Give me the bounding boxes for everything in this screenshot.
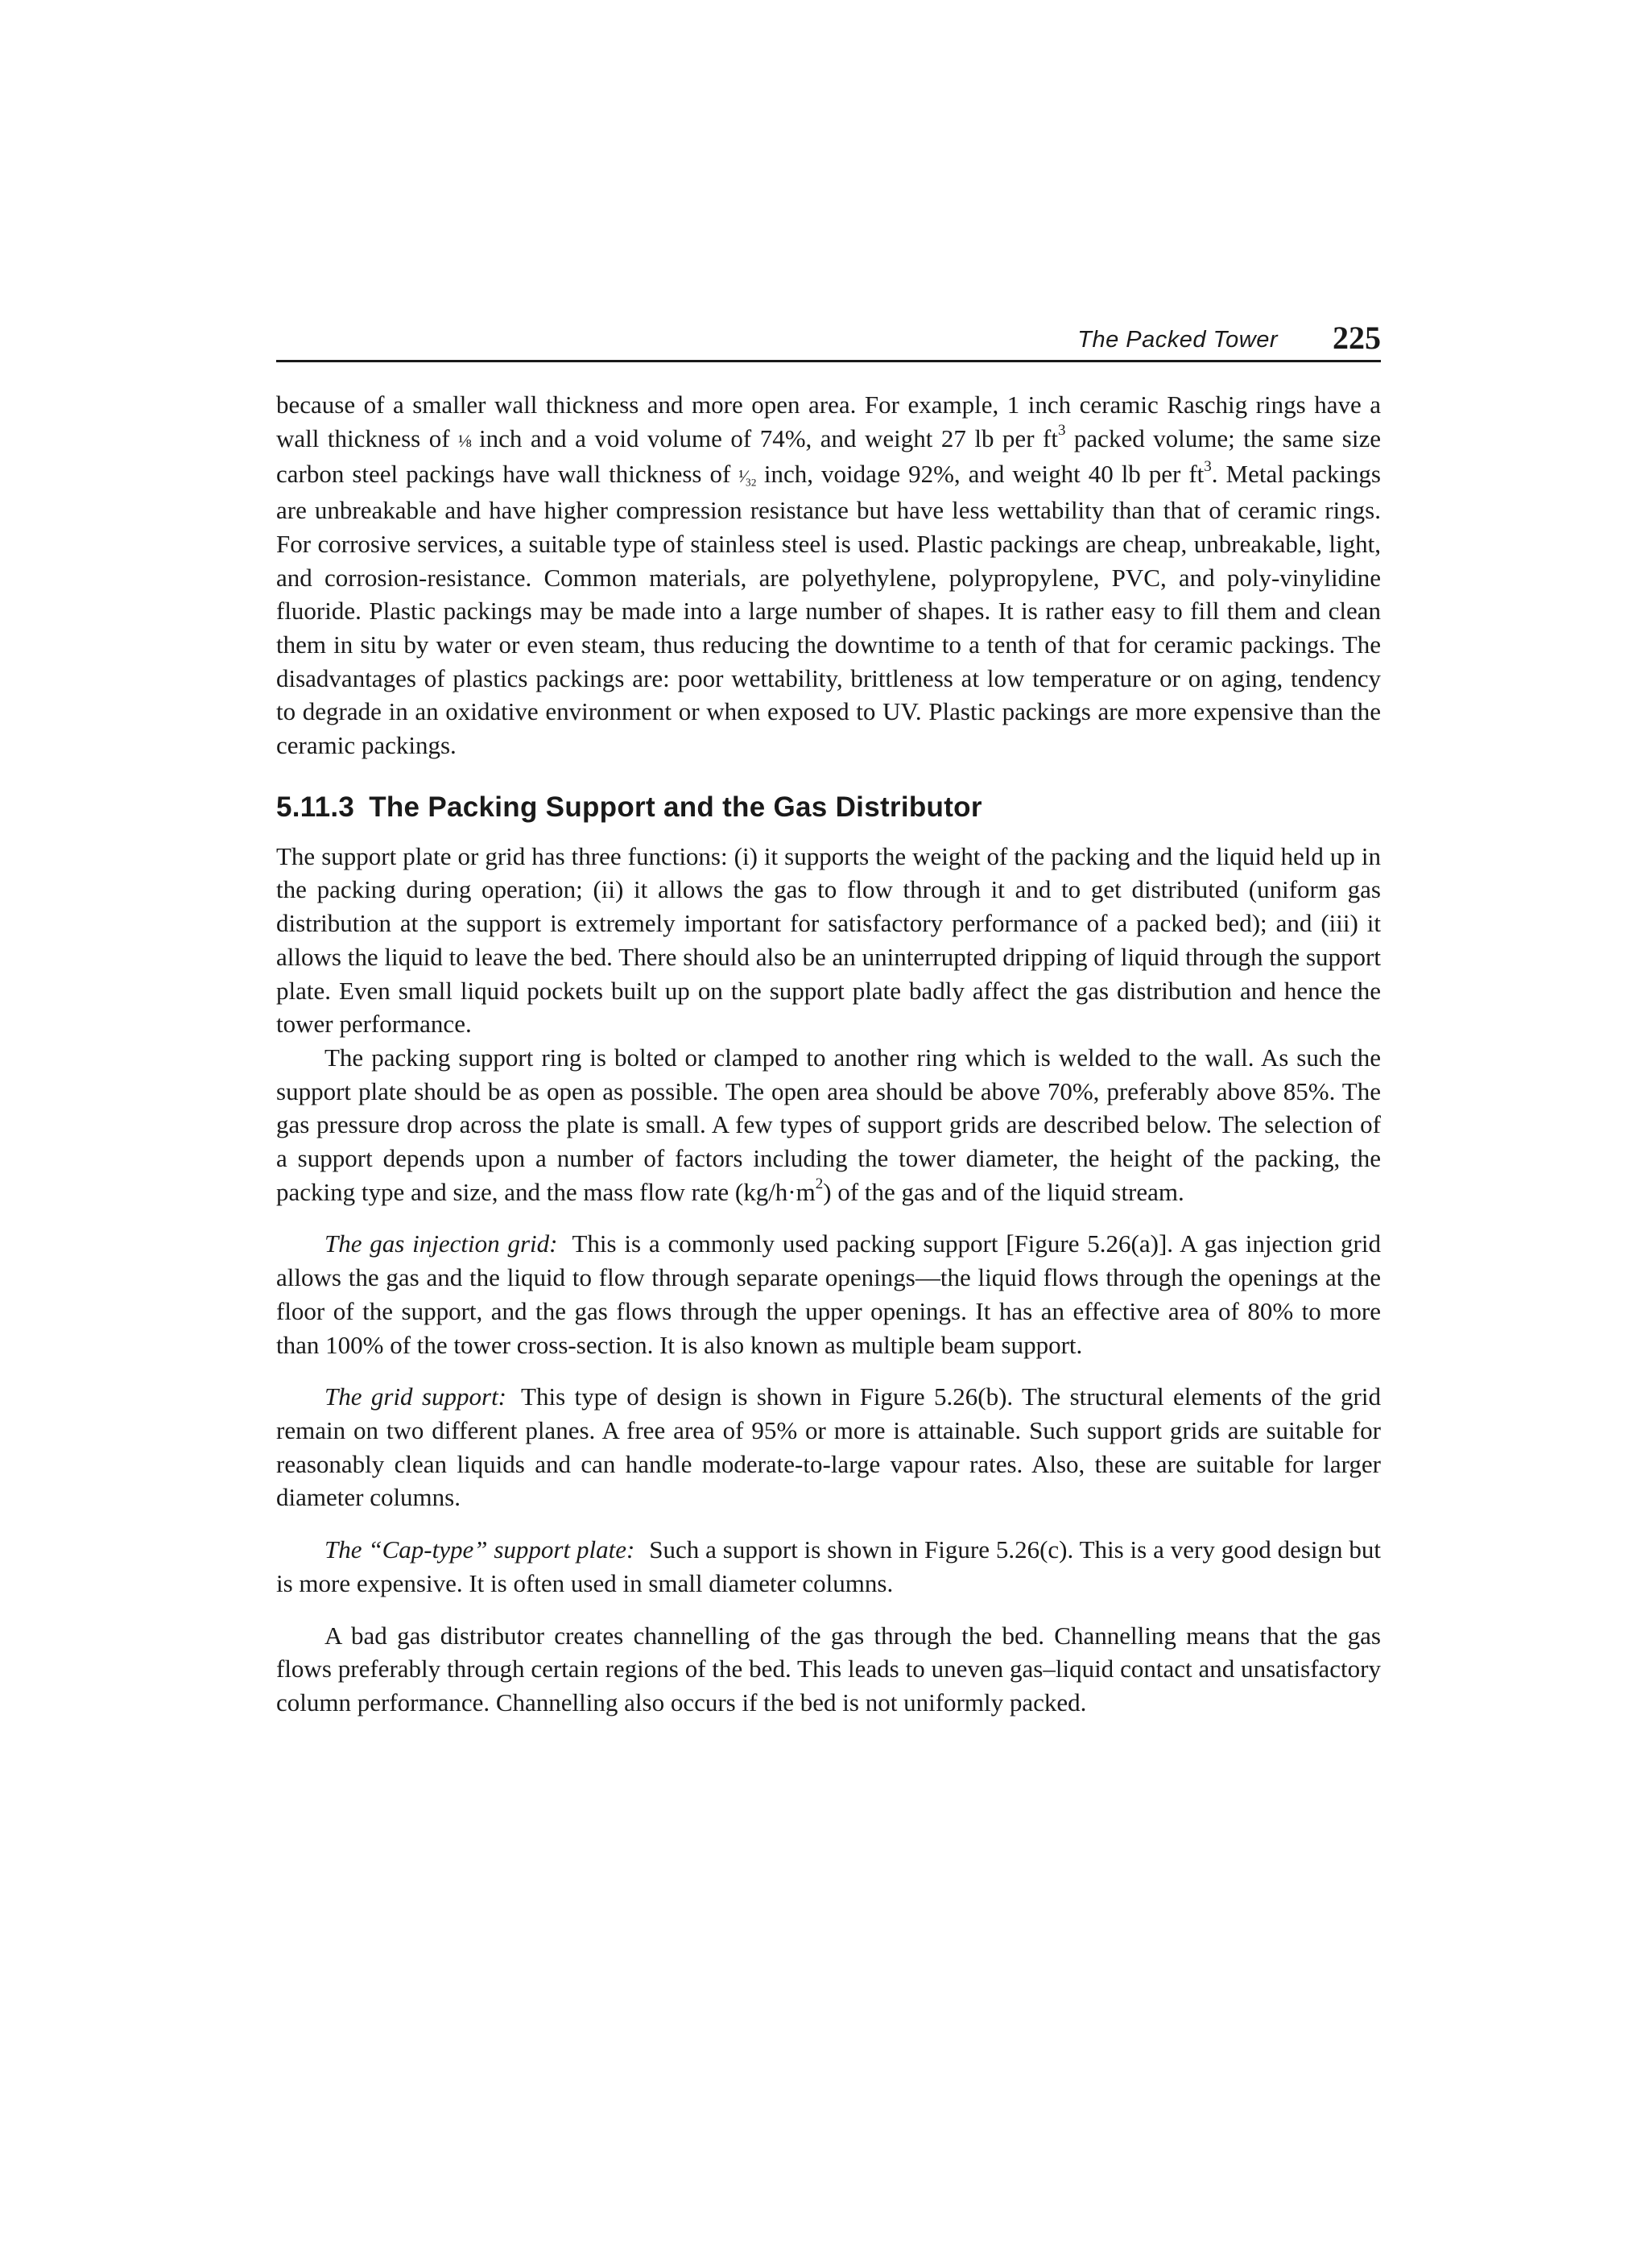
- superscript-2: 2: [815, 1175, 824, 1193]
- running-title: The Packed Tower: [1077, 327, 1278, 353]
- run-in-term: The gas injection grid:: [324, 1229, 558, 1258]
- paragraph-gas-distributor: A bad gas distributor creates channelling of the gas through the bed. Channelling means that the gas flows preferably through certain regions of the bed. This leads to uneven gas–liquid contact and unsatisfactory column performance. Channelling also occurs if the bed is not uniformly packed.: [276, 1621, 1381, 1716]
- paragraph-cap-type-support: The “Cap-type” support plate: Such a support is shown in Figure 5.26(c). This is a very good design but is more expensive. It is often used in small diameter columns.: [276, 1535, 1381, 1597]
- running-header: [276, 318, 1381, 362]
- section-heading: [276, 790, 1381, 825]
- superscript-3: 3: [1204, 458, 1212, 476]
- paragraph-grid-support: The grid support: This type of design is shown in Figure 5.26(b). The structural elements of the grid remain on two different planes. A free area of 95% or more is attainable. Such support grids are suitable for reasonably clean liquids and can handle moderate-to-large vapour rates. Also, these are suitable for larger diameter columns.: [276, 1382, 1381, 1512]
- paragraph-support-ring: The packing support ring is bolted or clamped to another ring which is welded to the wall. As such the support plate should be as open as possible. The open area should be above 70%, preferably above 85%. The gas pressure drop across the plate is small. A few types of support grids are described below. The selection of a support depends upon a number of factors including the tower diameter, the height of the packing, the packing type and size, and the mass flow rate $(kg/h\cdot m^2)$ of the gas and of the liquid stream.: [276, 1043, 1381, 1206]
- section-number: 5.11.3: [276, 791, 355, 823]
- paragraph-packing-materials: because of a smaller wall thickness and more open area. For example, 1 inch ceramic Raschig rings have a wall thickness of ⅛ inch and a void volume of 74%, and weight 27 lb per $ft^3$ packed volume; the same size carbon steel packings have wall thickness of ¹⁄₃₂ inch, voidage 92%, and weight 40 lb per $ft^3$. Metal packings are unbreakable and have higher compression resistance but have less wettability than that of ceramic rings. For corrosive services, a suitable type of stainless steel is used. Plastic packings are cheap, unbreakable, light, and corrosion-resistance. Common materials, are polyethylene, polypropylene, PVC, and poly-vinylidine fluoride. Plastic packings may be made into a large number of shapes. It is rather easy to fill them and clean them in situ by water or even steam, thus reducing the downtime to a tenth of that for ceramic packings. The disadvantages of plastics packings are: poor wettability, brittleness at low temperature or on aging, tendency to degrade in an oxidative environment or when exposed to UV. Plastic packings are more expensive than the ceramic packings.: [276, 390, 1381, 760]
- run-in-term: The “Cap-type” support plate:: [324, 1535, 635, 1564]
- fraction-one-thirty-second: ¹⁄₃₂: [738, 466, 756, 487]
- fraction-one-eighth: ⅛: [458, 430, 471, 451]
- page-number: 225: [1333, 320, 1381, 356]
- body-text: [276, 388, 1381, 1720]
- book-page: [276, 318, 1381, 1720]
- paragraph-gas-injection-grid: The gas injection grid: This is a commonly used packing support [Figure 5.26(a)]. A gas injection grid allows the gas and the liquid to flow through separate openings—the liquid flows through the openings at the floor of the support, and the gas flows through the upper openings. It has an effective area of 80% to more than 100% of the tower cross-section. It is also known as multiple beam support.: [276, 1229, 1381, 1359]
- run-in-term: The grid support:: [324, 1382, 507, 1411]
- section-title: The Packing Support and the Gas Distributor: [369, 791, 982, 823]
- paragraph-support-functions: The support plate or grid has three functions: (i) it supports the weight of the packing and the liquid held up in the packing during operation; (ii) it allows the gas to flow through it and to get distributed (uniform gas distribution at the support is extremely important for satisfactory performance of a packed bed); and (iii) it allows the liquid to leave the bed. There should also be an uninterrupted dripping of liquid through the support plate. Even small liquid pockets built up on the support plate badly affect the gas distribution and hence the tower performance.: [276, 841, 1381, 1039]
- superscript-3: 3: [1057, 422, 1066, 440]
